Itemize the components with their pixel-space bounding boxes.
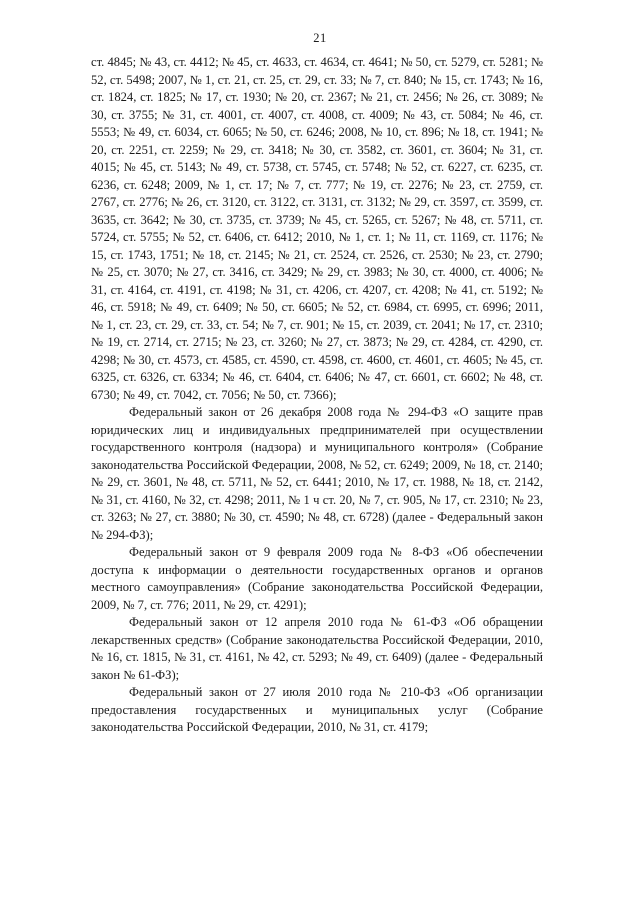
paragraph-citation-continuation: ст. 4845; № 43, ст. 4412; № 45, ст. 4633, ст. 4634, ст. 4641; № 50, ст. 5279, ст. 5281; № 52, ст. 5498; 2007, № 1, ст. 21, ст. 25, ст. 29, ст. 33; № 7, ст. 840; № 15, ст. 1743; № 16, ст. 1824, ст. 1825; № 17, ст. 1930; № 20, ст. 2367; № 21, ст. 2456; № 26, ст. 3089; № 30, ст. 3755; № 31, ст. 4001, ст. 4007, ст. 4008, ст. 4009; № 43, ст. 5084; № 46, ст. 5553; № 49, ст. 6034, ст. 6065; № 50, ст. 6246; 2008, № 10, ст. 896; № 18, ст. 1941; № 20, ст. 2251, ст. 2259; № 29, ст. 3418; № 30, ст. 3582, ст. 3601, ст. 3604; № 31, ст. 4015; № 45, ст. 5143; № 49, ст. 5738, ст. 5745, ст. 5748; № 52, ст. 6227, ст. 6235, ст. 6236, ст. 6248; 2009, № 1, ст. 17; № 7, ст. 777; № 19, ст. 2276; № 23, ст. 2759, ст. 2767, ст. 2776; № 26, ст. 3120, ст. 3122, ст. 3131, ст. 3132; № 29, ст. 3597, ст. 3599, ст. 3635, ст. 3642; № 30, ст. 3735, ст. 3739; № 45, ст. 5265, ст. 5267; № 48, ст. 5711, ст. 5724, ст. 5755; № 52, ст. 6406, ст. 6412; 2010, № 1, ст. 1; № 11, ст. 1169, ст. 1176; № 15, ст. 1743, 1751; № 18, ст. 2145; № 21, ст. 2524, ст. 2526, ст. 2530; № 23, ст. 2790; № 25, ст. 3070; № 27, ст. 3416, ст. 3429; № 29, ст. 3983; № 30, ст. 4000, ст. 4006; № 31, ст. 4164, ст. 4191, ст. 4198; № 31, ст. 4206, ст. 4207, ст. 4208; № 41, ст. 5192; № 46, ст. 5918; № 49, ст. 6409; № 50, ст. 6605; № 52, ст. 6984, ст. 6995, ст. 6996; 2011, № 1, ст. 23, ст. 29, ст. 33, ст. 54; № 7, ст. 901; № 15, ст. 2039, ст. 2041; № 17, ст. 2310; № 19, ст. 2714, ст. 2715; № 23, ст. 3260; № 27, ст. 3873; № 29, ст. 4284, ст. 4290, ст. 4298; № 30, ст. 4573, ст. 4585, ст. 4590, ст. 4598, ст. 4600, ст. 4601, ст. 4605; № 45, ст. 6325, ст. 6326, ст. 6334; № 46, ст. 6404, ст. 6406; № 47, ст. 6601, ст. 6602; № 48, ст. 6730; № 49, ст. 7042, ст. 7056; № 50, ст. 7366);: [91, 55, 543, 402]
paragraph-federal-law-294: Федеральный закон от 26 декабря 2008 года № 294-ФЗ «О защите прав юридических лиц и индивидуальных предпринимателей при осуществлении государственного контроля (надзора) и муниципального контроля» (Собрание законодательства Российской Федерации, 2008, № 52, ст. 6249; 2009, № 18, ст. 2140; № 29, ст. 3601, № 48, ст. 5711, № 52, ст. 6441; 2010, № 17, ст. 1988, № 18, ст. 2142, № 31, ст. 4160, № 32, ст. 4298; 2011, № 1 ч ст. 20, № 7, ст. 905, № 17, ст. 2310; № 23, ст. 3263; № 27, ст. 3880; № 30, ст. 4590; № 48, ст. 6728) (далее - Федеральный закон № 294-ФЗ);: [91, 405, 543, 542]
document-body: [91, 54, 543, 737]
paragraph-federal-law-210: Федеральный закон от 27 июля 2010 года № 210-ФЗ «Об организации предоставления государственных и муниципальных услуг (Собрание законодательства Российской Федерации, 2010, № 31, ст. 4179;: [91, 685, 543, 734]
page-number: 21: [313, 31, 327, 45]
paragraph-federal-law-8: Федеральный закон от 9 февраля 2009 года № 8-ФЗ «Об обеспечении доступа к информации о деятельности государственных органов и органов местного самоуправления» (Собрание законодательства Российской Федерации, 2009, № 7, ст. 776; 2011, № 29, ст. 4291);: [91, 545, 543, 612]
paragraph-federal-law-61: Федеральный закон от 12 апреля 2010 года № 61-ФЗ «Об обращении лекарственных средств» (Собрание законодательства Российской Федерации, 2010, № 16, ст. 1815, № 31, ст. 4161, № 42, ст. 5293; № 49, ст. 6409) (далее - Федеральный закон № 61-ФЗ);: [91, 615, 543, 682]
